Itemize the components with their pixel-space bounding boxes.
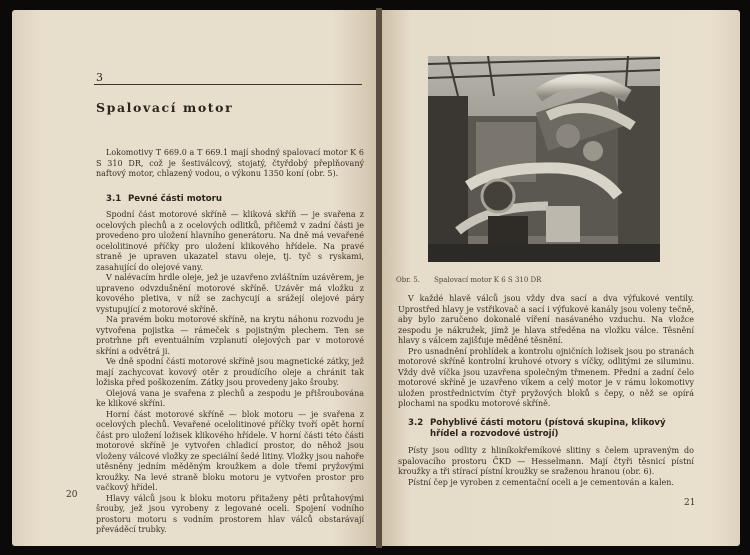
page-number-left: 20 bbox=[66, 490, 78, 500]
engine-photo bbox=[428, 56, 660, 262]
paragraph: Horní část motorové skříně — blok motoru — je svařena z ocelových plechů. Vevařené ocelolitinové příčky tvoří opět horní část pro uložení ložisek klikového hřídele. V horní části této části motorové skříně je vytvořen chladicí prostor, do něhož jsou vloženy válcové vložky ze speciální šedé litiny. Vložky jsou nahoře utěsněny jedním měděným kroužkem a dole třemi pryžovými kroužky. Na levé straně bloku motoru je vytvořen prostor pro vačkový hřídel. bbox=[96, 409, 364, 492]
page-number-right: 21 bbox=[684, 498, 696, 508]
figure-caption-text: Spalovací motor K 6 S 310 DR bbox=[433, 276, 542, 284]
paragraph: Olejová vana je svařena z plechů a zespodu je přišroubována ke klikové skříni. bbox=[96, 388, 364, 408]
paragraph: Hlavy válců jsou k bloku motoru přitaženy pěti průtahovými šrouby, jež jsou vyrobeny z legované oceli. Spojení vodního prostoru motoru s vodním prostorem hlav válců obstarávají převáděcí trubky. bbox=[96, 493, 364, 534]
chapter-title: Spalovací motor bbox=[96, 100, 234, 115]
section-heading-3-1 bbox=[106, 194, 222, 204]
section-heading-3-2 bbox=[408, 418, 698, 440]
paragraph: Písty jsou odlity z hliníkokřemíkové slitiny s čelem upraveným do spalovacího prostoru ČKD — Hesselmann. Mají čtyři těsnicí pístní kroužky a tři stírací pístní kroužky se sraženou hranou (obr. 6). bbox=[398, 446, 694, 476]
section-title-line1: Pohyblivé části motoru (pístová skupina, klikový bbox=[430, 418, 666, 428]
section-title: Pevné části motoru bbox=[128, 194, 222, 204]
section-number: 3.2 bbox=[408, 418, 424, 428]
engine-illustration bbox=[428, 56, 660, 262]
intro-paragraph bbox=[96, 148, 364, 180]
intro-text: Lokomotivy T 669.0 a T 669.1 mají shodný spalovací motor K 6 S 310 DR, což je šestiválcový, stojatý, čtyřdobý přeplňovaný naftový motor, chlazený vodou, o výkonu 1350 koní (obr. 5). bbox=[96, 148, 364, 178]
right-body-bottom bbox=[398, 446, 694, 488]
paragraph: V každé hlavě válců jsou vždy dva sací a dva výfukové ventily. Uprostřed hlavy je vstřikovač a sací i výfukové kanály jsou voleny tečně, aby bylo zaručeno dokonalé víření nasávaného vzduchu. Na vložce zespodu je nákružek, jímž je hlava středěna na vložku válce. Těsnění hlavy s válcem zajišťuje měděné těsnění. bbox=[398, 294, 694, 345]
right-body-top bbox=[398, 294, 694, 410]
paragraph: Pístní čep je vyroben z cementační oceli a je cementován a kalen. bbox=[408, 477, 674, 487]
paragraph: Spodní část motorové skříně — kliková skříň — je svařena z ocelových plechů a z ocelových odlitků, přičemž v zadní části je provedeno pro uložení hlavního generátoru. Na dně má vevařené ocelolitinové příčky pro uložení klikového hřídele. Na pravé straně je upraven ukazatel stavu oleje, tj. tyč s ryskami, zasahující do olejové vany. bbox=[96, 210, 364, 272]
paragraph: Na pravém boku motorové skříně, na krytu náhonu rozvodu je vytvořena pojistka — rámeček s pojistným plechem. Ten se protrhne při eventuálním vzplanutí olejových par v motorové skříni a odvětrá ji. bbox=[96, 315, 364, 356]
chapter-number: 3 bbox=[96, 71, 103, 84]
figure-caption bbox=[396, 276, 541, 284]
left-body bbox=[96, 210, 364, 536]
figure-label: Obr. 5. bbox=[396, 276, 420, 284]
section-number: 3.1 bbox=[106, 194, 122, 204]
paragraph: Ve dně spodní části motorové skříně jsou magnetické zátky, jež mají zachycovat kovový otěr z proudícího oleje a chránit tak ložiska před poškozením. Zátky jsou provedeny jako šrouby. bbox=[96, 357, 364, 387]
section-title-line2: hřídel a rozvodové ústrojí) bbox=[430, 429, 559, 439]
paragraph: Pro usnadnění prohlídek a kontrolu ojničních ložisek jsou po stranách motorové skříně kontrolní kruhové otvory s víčky, odlitými ze siluminu. Vždy dvě víčka jsou uzavřena společným třmenem. Přední a zadní čelo motorové skříně je uzavřeno víkem a celý motor je v rámu lokomotivy uložen prostřednictvím čtyř pryžových bloků s čepy, o něž se opírá plochami na spodku motorové skříně. bbox=[398, 346, 694, 408]
paragraph: V nalévacím hrdle oleje, jež je uzavřeno zvláštním uzávěrem, je upraveno odvzdušnění motorové skříně. Uzávěr má vložku z kovového pletiva, v níž se zachycují a srážejí olejové páry vystupující z motorové skříně. bbox=[96, 273, 364, 314]
chapter-rule bbox=[94, 84, 362, 85]
